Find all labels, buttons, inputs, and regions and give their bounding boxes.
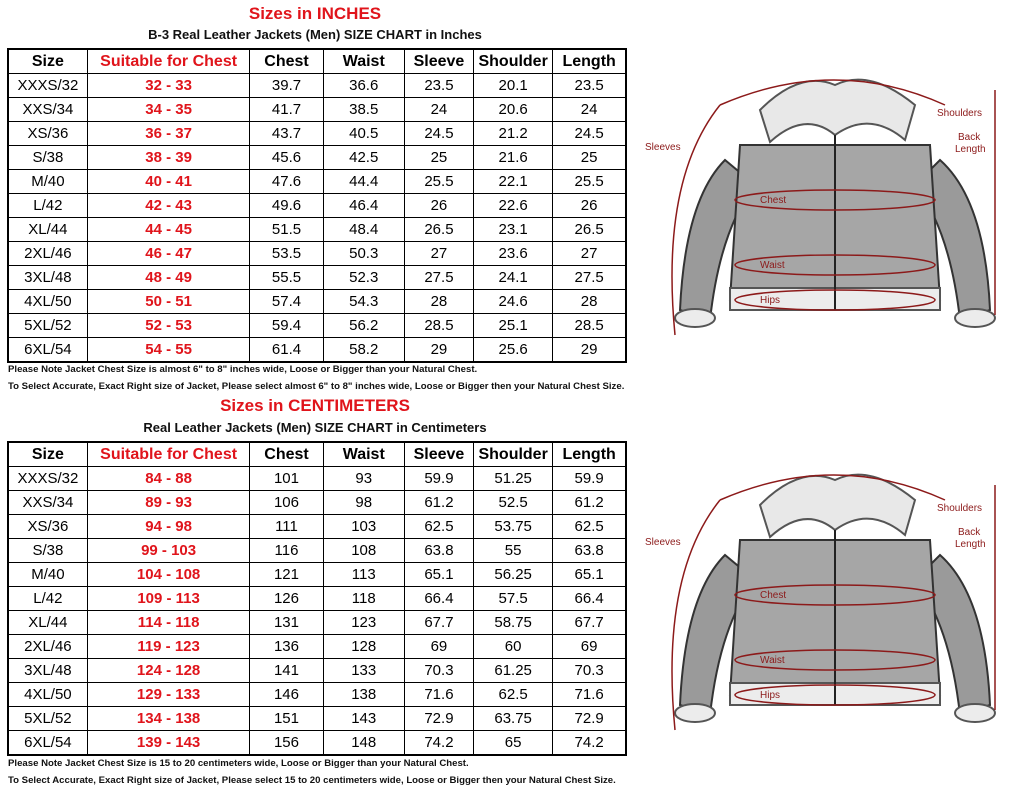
- table-cell: 143: [323, 707, 404, 731]
- table-row: [8, 515, 626, 539]
- table-cell: 47.6: [250, 170, 323, 194]
- table-cell: 118: [323, 587, 404, 611]
- table-cell: 56.25: [474, 563, 553, 587]
- table-cell: 72.9: [404, 707, 473, 731]
- table-cell: 133: [323, 659, 404, 683]
- table-cell: L/42: [8, 194, 87, 218]
- table-cell: 119 - 123: [87, 635, 250, 659]
- table-cell: 63.8: [553, 539, 626, 563]
- column-header: Suitable for Chest: [87, 49, 250, 74]
- table-cell: 65: [474, 731, 553, 756]
- table-cell: 55: [474, 539, 553, 563]
- table-cell: 63.8: [404, 539, 473, 563]
- table-cell: 128: [323, 635, 404, 659]
- table-cell: 23.5: [404, 74, 473, 98]
- table-cell: 94 - 98: [87, 515, 250, 539]
- table-cell: 98: [323, 491, 404, 515]
- table-cell: 22.1: [474, 170, 553, 194]
- table-cell: 146: [250, 683, 323, 707]
- table-cell: 52 - 53: [87, 314, 250, 338]
- table-cell: 71.6: [404, 683, 473, 707]
- table-cell: 61.4: [250, 338, 323, 363]
- table-cell: 124 - 128: [87, 659, 250, 683]
- table-cell: 116: [250, 539, 323, 563]
- table-cell: 2XL/46: [8, 635, 87, 659]
- sleeves-label: Sleeves: [645, 142, 681, 153]
- table-cell: 20.1: [474, 74, 553, 98]
- shoulders-label: Shoulders: [937, 503, 983, 514]
- table-cell: 138: [323, 683, 404, 707]
- table-cell: 29: [404, 338, 473, 363]
- table-cell: 58.2: [323, 338, 404, 363]
- table-cell: 24: [553, 98, 626, 122]
- table-row: [8, 587, 626, 611]
- table-cell: 26: [553, 194, 626, 218]
- table-row: [8, 74, 626, 98]
- table-cell: 103: [323, 515, 404, 539]
- table-cell: 62.5: [404, 515, 473, 539]
- table-cell: 69: [404, 635, 473, 659]
- cuff-right: [955, 704, 995, 722]
- table-cell: 49.6: [250, 194, 323, 218]
- table-cell: 23.1: [474, 218, 553, 242]
- cuff-left: [675, 704, 715, 722]
- table-cell: 21.2: [474, 122, 553, 146]
- table-cell: 50 - 51: [87, 290, 250, 314]
- table-row: [8, 170, 626, 194]
- table-cell: 23.5: [553, 74, 626, 98]
- table-cell: 2XL/46: [8, 242, 87, 266]
- table-header-row: [8, 49, 626, 74]
- table-cell: 151: [250, 707, 323, 731]
- table-cell: 61.2: [553, 491, 626, 515]
- table-cell: 139 - 143: [87, 731, 250, 756]
- table-row: [8, 338, 626, 363]
- table-cell: 24.6: [474, 290, 553, 314]
- table-row: [8, 659, 626, 683]
- waist-label: Waist: [760, 260, 785, 271]
- table-cell: 99 - 103: [87, 539, 250, 563]
- back-length-label-1: Back: [958, 132, 981, 143]
- table-cell: 59.9: [404, 467, 473, 491]
- table-cell: 5XL/52: [8, 707, 87, 731]
- table-cell: L/42: [8, 587, 87, 611]
- table-row: [8, 491, 626, 515]
- table-cell: 40.5: [323, 122, 404, 146]
- table-row: [8, 98, 626, 122]
- table-cell: 51.25: [474, 467, 553, 491]
- table-cell: 121: [250, 563, 323, 587]
- table-cell: 67.7: [404, 611, 473, 635]
- table-cell: 136: [250, 635, 323, 659]
- table-row: [8, 242, 626, 266]
- table-cell: 53.75: [474, 515, 553, 539]
- table-cell: 5XL/52: [8, 314, 87, 338]
- table-row: [8, 707, 626, 731]
- table-cell: 25.6: [474, 338, 553, 363]
- table-cell: 123: [323, 611, 404, 635]
- table-cell: 6XL/54: [8, 731, 87, 756]
- table-cell: 27.5: [553, 266, 626, 290]
- table-cell: 36.6: [323, 74, 404, 98]
- table-cell: 4XL/50: [8, 683, 87, 707]
- table-cell: 69: [553, 635, 626, 659]
- jacket-illustration: [640, 50, 1010, 350]
- centimeters-note-2: To Select Accurate, Exact Right size of Jacket, Please select 15 to 20 centimeters wide, Loose or Bigger then your Natural Chest Size.: [8, 775, 616, 786]
- chest-label: Chest: [760, 590, 787, 601]
- table-cell: 42 - 43: [87, 194, 250, 218]
- table-cell: 25: [553, 146, 626, 170]
- table-cell: 148: [323, 731, 404, 756]
- column-header: Sleeve: [404, 442, 473, 467]
- table-cell: XL/44: [8, 611, 87, 635]
- back-length-label-1: Back: [958, 527, 981, 538]
- table-cell: 25.1: [474, 314, 553, 338]
- collar-fur: [760, 80, 915, 142]
- table-cell: 156: [250, 731, 323, 756]
- table-cell: 59.9: [553, 467, 626, 491]
- cuff-left: [675, 309, 715, 327]
- inches-note-1: Please Note Jacket Chest Size is almost 6" to 8" inches wide, Loose or Bigger than your Natural Chest.: [8, 364, 478, 375]
- table-row: [8, 731, 626, 756]
- collar-fur: [760, 475, 915, 537]
- table-row: [8, 218, 626, 242]
- table-cell: 70.3: [404, 659, 473, 683]
- table-cell: 104 - 108: [87, 563, 250, 587]
- table-cell: 34 - 35: [87, 98, 250, 122]
- column-header: Chest: [250, 442, 323, 467]
- table-cell: 66.4: [404, 587, 473, 611]
- table-cell: S/38: [8, 146, 87, 170]
- hips-label: Hips: [760, 690, 781, 701]
- table-cell: 52.5: [474, 491, 553, 515]
- table-cell: 28.5: [553, 314, 626, 338]
- table-cell: 101: [250, 467, 323, 491]
- hips-label: Hips: [760, 295, 781, 306]
- table-cell: 131: [250, 611, 323, 635]
- table-cell: 26.5: [553, 218, 626, 242]
- table-cell: 39.7: [250, 74, 323, 98]
- table-row: [8, 683, 626, 707]
- table-cell: 25: [404, 146, 473, 170]
- table-row: [8, 539, 626, 563]
- jacket-measurement-diagram-centimeters: [640, 445, 1010, 745]
- table-cell: XXS/34: [8, 98, 87, 122]
- table-cell: S/38: [8, 539, 87, 563]
- table-cell: XS/36: [8, 515, 87, 539]
- table-cell: 26: [404, 194, 473, 218]
- table-cell: 61.2: [404, 491, 473, 515]
- table-cell: 46 - 47: [87, 242, 250, 266]
- table-cell: 28.5: [404, 314, 473, 338]
- back-length-label-2: Length: [955, 539, 986, 550]
- table-cell: 66.4: [553, 587, 626, 611]
- table-cell: 24.5: [404, 122, 473, 146]
- table-cell: M/40: [8, 170, 87, 194]
- table-cell: 48 - 49: [87, 266, 250, 290]
- inches-size-table: [7, 48, 627, 363]
- table-cell: XXXS/32: [8, 467, 87, 491]
- table-cell: 38 - 39: [87, 146, 250, 170]
- table-row: [8, 266, 626, 290]
- table-header-row: [8, 442, 626, 467]
- table-row: [8, 635, 626, 659]
- table-cell: 60: [474, 635, 553, 659]
- column-header: Chest: [250, 49, 323, 74]
- table-cell: 44 - 45: [87, 218, 250, 242]
- table-cell: 114 - 118: [87, 611, 250, 635]
- table-cell: 134 - 138: [87, 707, 250, 731]
- table-row: [8, 290, 626, 314]
- table-cell: 74.2: [404, 731, 473, 756]
- table-cell: 106: [250, 491, 323, 515]
- table-cell: 36 - 37: [87, 122, 250, 146]
- table-cell: 65.1: [404, 563, 473, 587]
- centimeters-size-table: [7, 441, 627, 756]
- table-cell: 32 - 33: [87, 74, 250, 98]
- column-header: Length: [553, 49, 626, 74]
- table-cell: 46.4: [323, 194, 404, 218]
- table-row: [8, 194, 626, 218]
- column-header: Size: [8, 442, 87, 467]
- table-cell: 74.2: [553, 731, 626, 756]
- table-cell: 24: [404, 98, 473, 122]
- table-cell: 44.4: [323, 170, 404, 194]
- table-cell: 57.5: [474, 587, 553, 611]
- table-cell: 25.5: [404, 170, 473, 194]
- table-cell: 51.5: [250, 218, 323, 242]
- table-cell: 28: [404, 290, 473, 314]
- table-cell: 65.1: [553, 563, 626, 587]
- table-cell: 53.5: [250, 242, 323, 266]
- table-cell: 48.4: [323, 218, 404, 242]
- table-cell: 89 - 93: [87, 491, 250, 515]
- table-cell: 55.5: [250, 266, 323, 290]
- table-cell: 24.1: [474, 266, 553, 290]
- table-cell: 27.5: [404, 266, 473, 290]
- table-cell: 126: [250, 587, 323, 611]
- centimeters-title: Sizes in CENTIMETERS: [220, 396, 410, 415]
- table-cell: 3XL/48: [8, 266, 87, 290]
- table-cell: 109 - 113: [87, 587, 250, 611]
- table-cell: 70.3: [553, 659, 626, 683]
- table-row: [8, 563, 626, 587]
- column-header: Waist: [323, 49, 404, 74]
- inches-title: Sizes in INCHES: [248, 4, 382, 23]
- inches-subtitle: B-3 Real Leather Jackets (Men) SIZE CHART in Inches: [148, 27, 482, 42]
- column-header: Shoulder: [474, 442, 553, 467]
- centimeters-note-1: Please Note Jacket Chest Size is 15 to 20 centimeters wide, Loose or Bigger than your Natural Chest.: [8, 758, 469, 769]
- table-cell: M/40: [8, 563, 87, 587]
- table-cell: XS/36: [8, 122, 87, 146]
- waist-label: Waist: [760, 655, 785, 666]
- table-cell: 93: [323, 467, 404, 491]
- table-cell: 67.7: [553, 611, 626, 635]
- table-cell: 58.75: [474, 611, 553, 635]
- table-row: [8, 314, 626, 338]
- table-cell: 27: [404, 242, 473, 266]
- table-cell: 22.6: [474, 194, 553, 218]
- table-cell: 62.5: [474, 683, 553, 707]
- cuff-right: [955, 309, 995, 327]
- table-cell: 111: [250, 515, 323, 539]
- table-cell: 45.6: [250, 146, 323, 170]
- table-cell: 72.9: [553, 707, 626, 731]
- table-cell: 52.3: [323, 266, 404, 290]
- table-cell: 50.3: [323, 242, 404, 266]
- table-cell: 4XL/50: [8, 290, 87, 314]
- table-cell: XXS/34: [8, 491, 87, 515]
- table-cell: 57.4: [250, 290, 323, 314]
- sleeves-label: Sleeves: [645, 537, 681, 548]
- table-cell: 54 - 55: [87, 338, 250, 363]
- table-cell: 21.6: [474, 146, 553, 170]
- table-cell: 42.5: [323, 146, 404, 170]
- back-length-label-2: Length: [955, 144, 986, 155]
- table-cell: 63.75: [474, 707, 553, 731]
- table-cell: 43.7: [250, 122, 323, 146]
- table-row: [8, 122, 626, 146]
- table-cell: 59.4: [250, 314, 323, 338]
- table-row: [8, 146, 626, 170]
- table-cell: 41.7: [250, 98, 323, 122]
- table-row: [8, 611, 626, 635]
- table-cell: 84 - 88: [87, 467, 250, 491]
- table-cell: 27: [553, 242, 626, 266]
- table-cell: 113: [323, 563, 404, 587]
- table-cell: 28: [553, 290, 626, 314]
- chest-label: Chest: [760, 195, 787, 206]
- table-cell: 129 - 133: [87, 683, 250, 707]
- centimeters-subtitle: Real Leather Jackets (Men) SIZE CHART in Centimeters: [143, 420, 487, 435]
- jacket-measurement-diagram-inches: [640, 50, 1010, 350]
- table-cell: 62.5: [553, 515, 626, 539]
- column-header: Sleeve: [404, 49, 473, 74]
- table-cell: 54.3: [323, 290, 404, 314]
- table-cell: 26.5: [404, 218, 473, 242]
- table-cell: XL/44: [8, 218, 87, 242]
- table-cell: 38.5: [323, 98, 404, 122]
- table-cell: 71.6: [553, 683, 626, 707]
- inches-note-2: To Select Accurate, Exact Right size of Jacket, Please select almost 6" to 8" inches wide, Loose or Bigger then your Natural Chest Size.: [8, 381, 625, 392]
- table-cell: 23.6: [474, 242, 553, 266]
- table-cell: 20.6: [474, 98, 553, 122]
- table-cell: 6XL/54: [8, 338, 87, 363]
- table-cell: 24.5: [553, 122, 626, 146]
- column-header: Waist: [323, 442, 404, 467]
- column-header: Size: [8, 49, 87, 74]
- jacket-illustration: [640, 445, 1010, 745]
- table-row: [8, 467, 626, 491]
- shoulders-label: Shoulders: [937, 108, 983, 119]
- table-cell: 56.2: [323, 314, 404, 338]
- table-cell: 3XL/48: [8, 659, 87, 683]
- table-cell: 25.5: [553, 170, 626, 194]
- table-cell: XXXS/32: [8, 74, 87, 98]
- column-header: Shoulder: [474, 49, 553, 74]
- table-cell: 29: [553, 338, 626, 363]
- table-cell: 40 - 41: [87, 170, 250, 194]
- table-cell: 141: [250, 659, 323, 683]
- table-cell: 61.25: [474, 659, 553, 683]
- column-header: Suitable for Chest: [87, 442, 250, 467]
- column-header: Length: [553, 442, 626, 467]
- table-cell: 108: [323, 539, 404, 563]
